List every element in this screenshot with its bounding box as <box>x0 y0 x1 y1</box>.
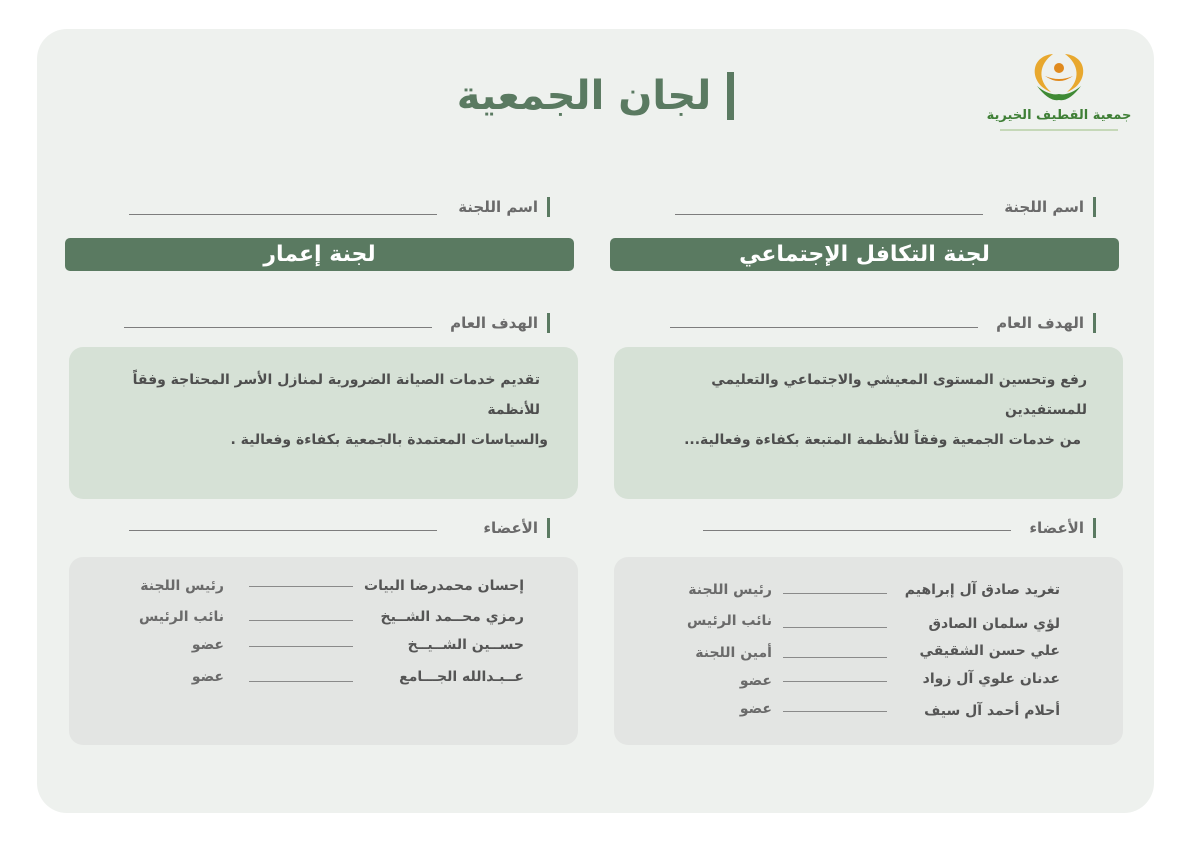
general-goal-underline <box>124 327 432 328</box>
member-separator <box>783 711 887 712</box>
logo-name: جمعية القطيف الخيرية <box>986 108 1132 123</box>
goal-box-construction <box>69 347 578 499</box>
goal-box-social <box>614 347 1123 499</box>
members-underline <box>129 530 437 531</box>
member-name: علي حسن الشقيقي <box>919 643 1060 659</box>
member-name: رمزي محــمد الشــيخ <box>380 609 524 625</box>
member-name: حســين الشــيــخ <box>407 637 524 653</box>
member-separator <box>249 646 353 647</box>
general-goal-label: الهدف العام <box>450 313 550 333</box>
member-role: أمين اللجنة <box>695 645 772 661</box>
committee-name-underline <box>129 214 437 215</box>
page-title: لجان الجمعية <box>457 72 734 120</box>
member-role: نائب الرئيس <box>687 613 772 629</box>
member-name: لؤي سلمان الصادق <box>928 616 1060 632</box>
general-goal-underline <box>670 327 978 328</box>
general-goal-label: الهدف العام <box>996 313 1096 333</box>
member-separator <box>783 627 887 628</box>
logo-tagline-line <box>1000 129 1118 131</box>
member-separator <box>249 620 353 621</box>
members-label: الأعضاء <box>1029 518 1096 538</box>
member-name: تغريد صادق آل إبراهيم <box>904 582 1060 598</box>
goal-line: رفع وتحسين المستوى المعيشي والاجتماعي والتعليمي للمستفيدين <box>711 372 1087 418</box>
committee-name-label: اسم اللجنة <box>458 197 550 217</box>
member-role: نائب الرئيس <box>139 609 224 625</box>
member-separator <box>783 593 887 594</box>
member-role: عضو <box>191 637 224 653</box>
member-separator <box>783 681 887 682</box>
committee-banner-social: لجنة التكافل الإجتماعي <box>610 238 1119 271</box>
member-role: عضو <box>739 673 772 689</box>
member-name: عدنان علوي آل زواد <box>922 671 1060 687</box>
members-label: الأعضاء <box>483 518 550 538</box>
members-underline <box>703 530 1011 531</box>
member-role: رئيس اللجنة <box>688 582 772 598</box>
member-role: عضو <box>191 669 224 685</box>
committee-name-underline <box>675 214 983 215</box>
member-role: عضو <box>739 701 772 717</box>
member-role: رئيس اللجنة <box>140 578 224 594</box>
committee-banner-construction: لجنة إعمار <box>65 238 574 271</box>
member-name: عــبـدالله الجـــامع <box>399 669 524 685</box>
member-separator <box>249 586 353 587</box>
logo-icon <box>980 44 1138 140</box>
goal-line: والسياسات المعتمدة بالجمعية بكفاءة وفعالية . <box>230 432 548 448</box>
goal-line: تقديم خدمات الصيانة الضرورية لمنازل الأسر المحتاجة وفقاً للأنظمة <box>132 372 540 418</box>
member-name: أحلام أحمد آل سيف <box>924 703 1060 719</box>
member-separator <box>249 681 353 682</box>
goal-line: من خدمات الجمعية وفقاً للأنظمة المتبعة بكفاءة وفعالية... <box>684 432 1081 448</box>
member-name: إحسان محمدرضا البيات <box>364 578 524 594</box>
member-separator <box>783 657 887 658</box>
committee-name-label: اسم اللجنة <box>1004 197 1096 217</box>
